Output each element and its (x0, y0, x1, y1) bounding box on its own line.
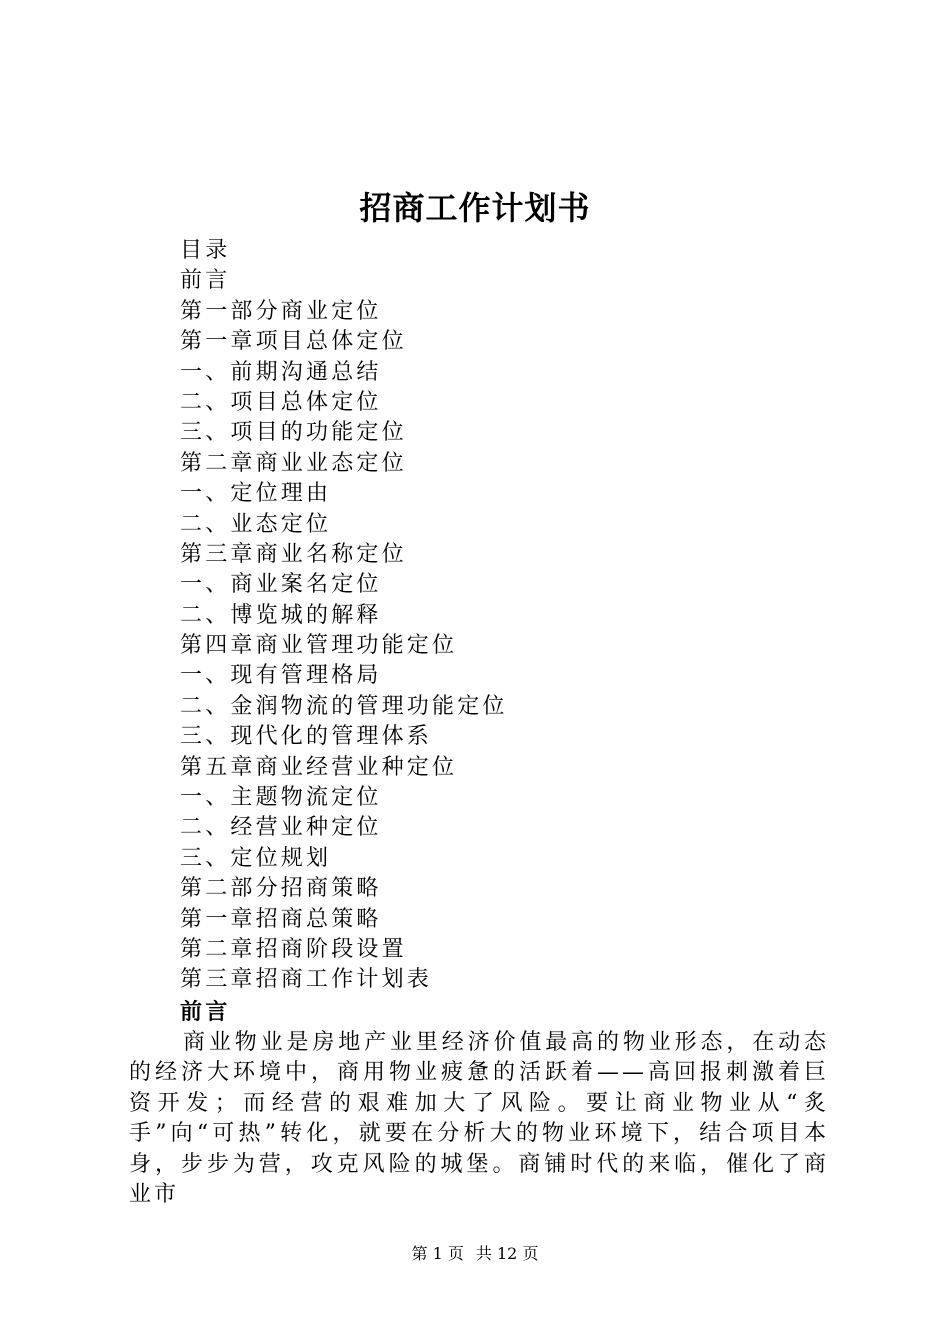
toc-item: 一、定位理由 (180, 481, 332, 507)
paragraph-line: 的经济大环境中，商用物业疲惫的活跃着——高回报刺激着巨 (129, 1060, 829, 1086)
toc-item: 第二部分招商策略 (180, 876, 382, 902)
paragraph-line: 向“可热”转化，就要在分析大的物业环境下，结合项目本身， (129, 1121, 830, 1177)
toc-item: 第一部分商业定位 (180, 298, 382, 324)
page-number: 第 1 页 (411, 1244, 464, 1263)
toc-item: 第三章招商工作计划表 (180, 967, 433, 993)
toc-item: 二、业态定位 (180, 511, 332, 537)
page-footer (0, 1243, 950, 1265)
toc-item: 二、经营业种定位 (180, 815, 382, 841)
paragraph-line: 步步为营，攻克风险的城堡。商铺时代的来临，催化了商业市 (129, 1151, 829, 1208)
toc-item: 三、定位规划 (180, 845, 332, 871)
toc-item: 二、博览城的解释 (180, 602, 382, 628)
toc-item: 一、前期沟通总结 (180, 359, 382, 385)
toc-item: 第五章商业经营业种定位 (180, 754, 458, 780)
toc-item: 二、项目总体定位 (180, 389, 382, 415)
toc-item: 一、商业案名定位 (180, 572, 382, 598)
paragraph-line: 商业物业是房地产业里经济价值最高的物业形态，在动态 (183, 1030, 829, 1055)
toc-item: 三、现代化的管理体系 (180, 724, 433, 750)
document-title: 招商工作计划书 (359, 189, 591, 227)
toc-item: 第二章招商阶段设置 (180, 936, 407, 962)
toc-item: 三、项目的功能定位 (180, 420, 407, 446)
paragraph-line: 资开发；而经营的艰难加大了风险。要让商业物业从“炙手” (129, 1090, 829, 1147)
table-of-contents (180, 236, 508, 996)
toc-item: 前言 (180, 268, 231, 294)
toc-item: 第四章商业管理功能定位 (180, 633, 458, 659)
page-total: 共 12 页 (475, 1244, 539, 1263)
toc-item: 第二章商业业态定位 (180, 450, 407, 476)
toc-item: 一、现有管理格局 (180, 663, 382, 689)
preface-paragraph (129, 1028, 829, 1210)
preface-heading: 前言 (180, 999, 231, 1025)
toc-item: 第一章项目总体定位 (180, 329, 407, 355)
toc-item: 目录 (180, 238, 231, 263)
toc-item: 第三章商业名称定位 (180, 541, 407, 567)
toc-item: 一、主题物流定位 (180, 785, 382, 811)
toc-item: 第一章招商总策略 (180, 906, 382, 932)
toc-item: 二、金润物流的管理功能定位 (180, 693, 508, 719)
